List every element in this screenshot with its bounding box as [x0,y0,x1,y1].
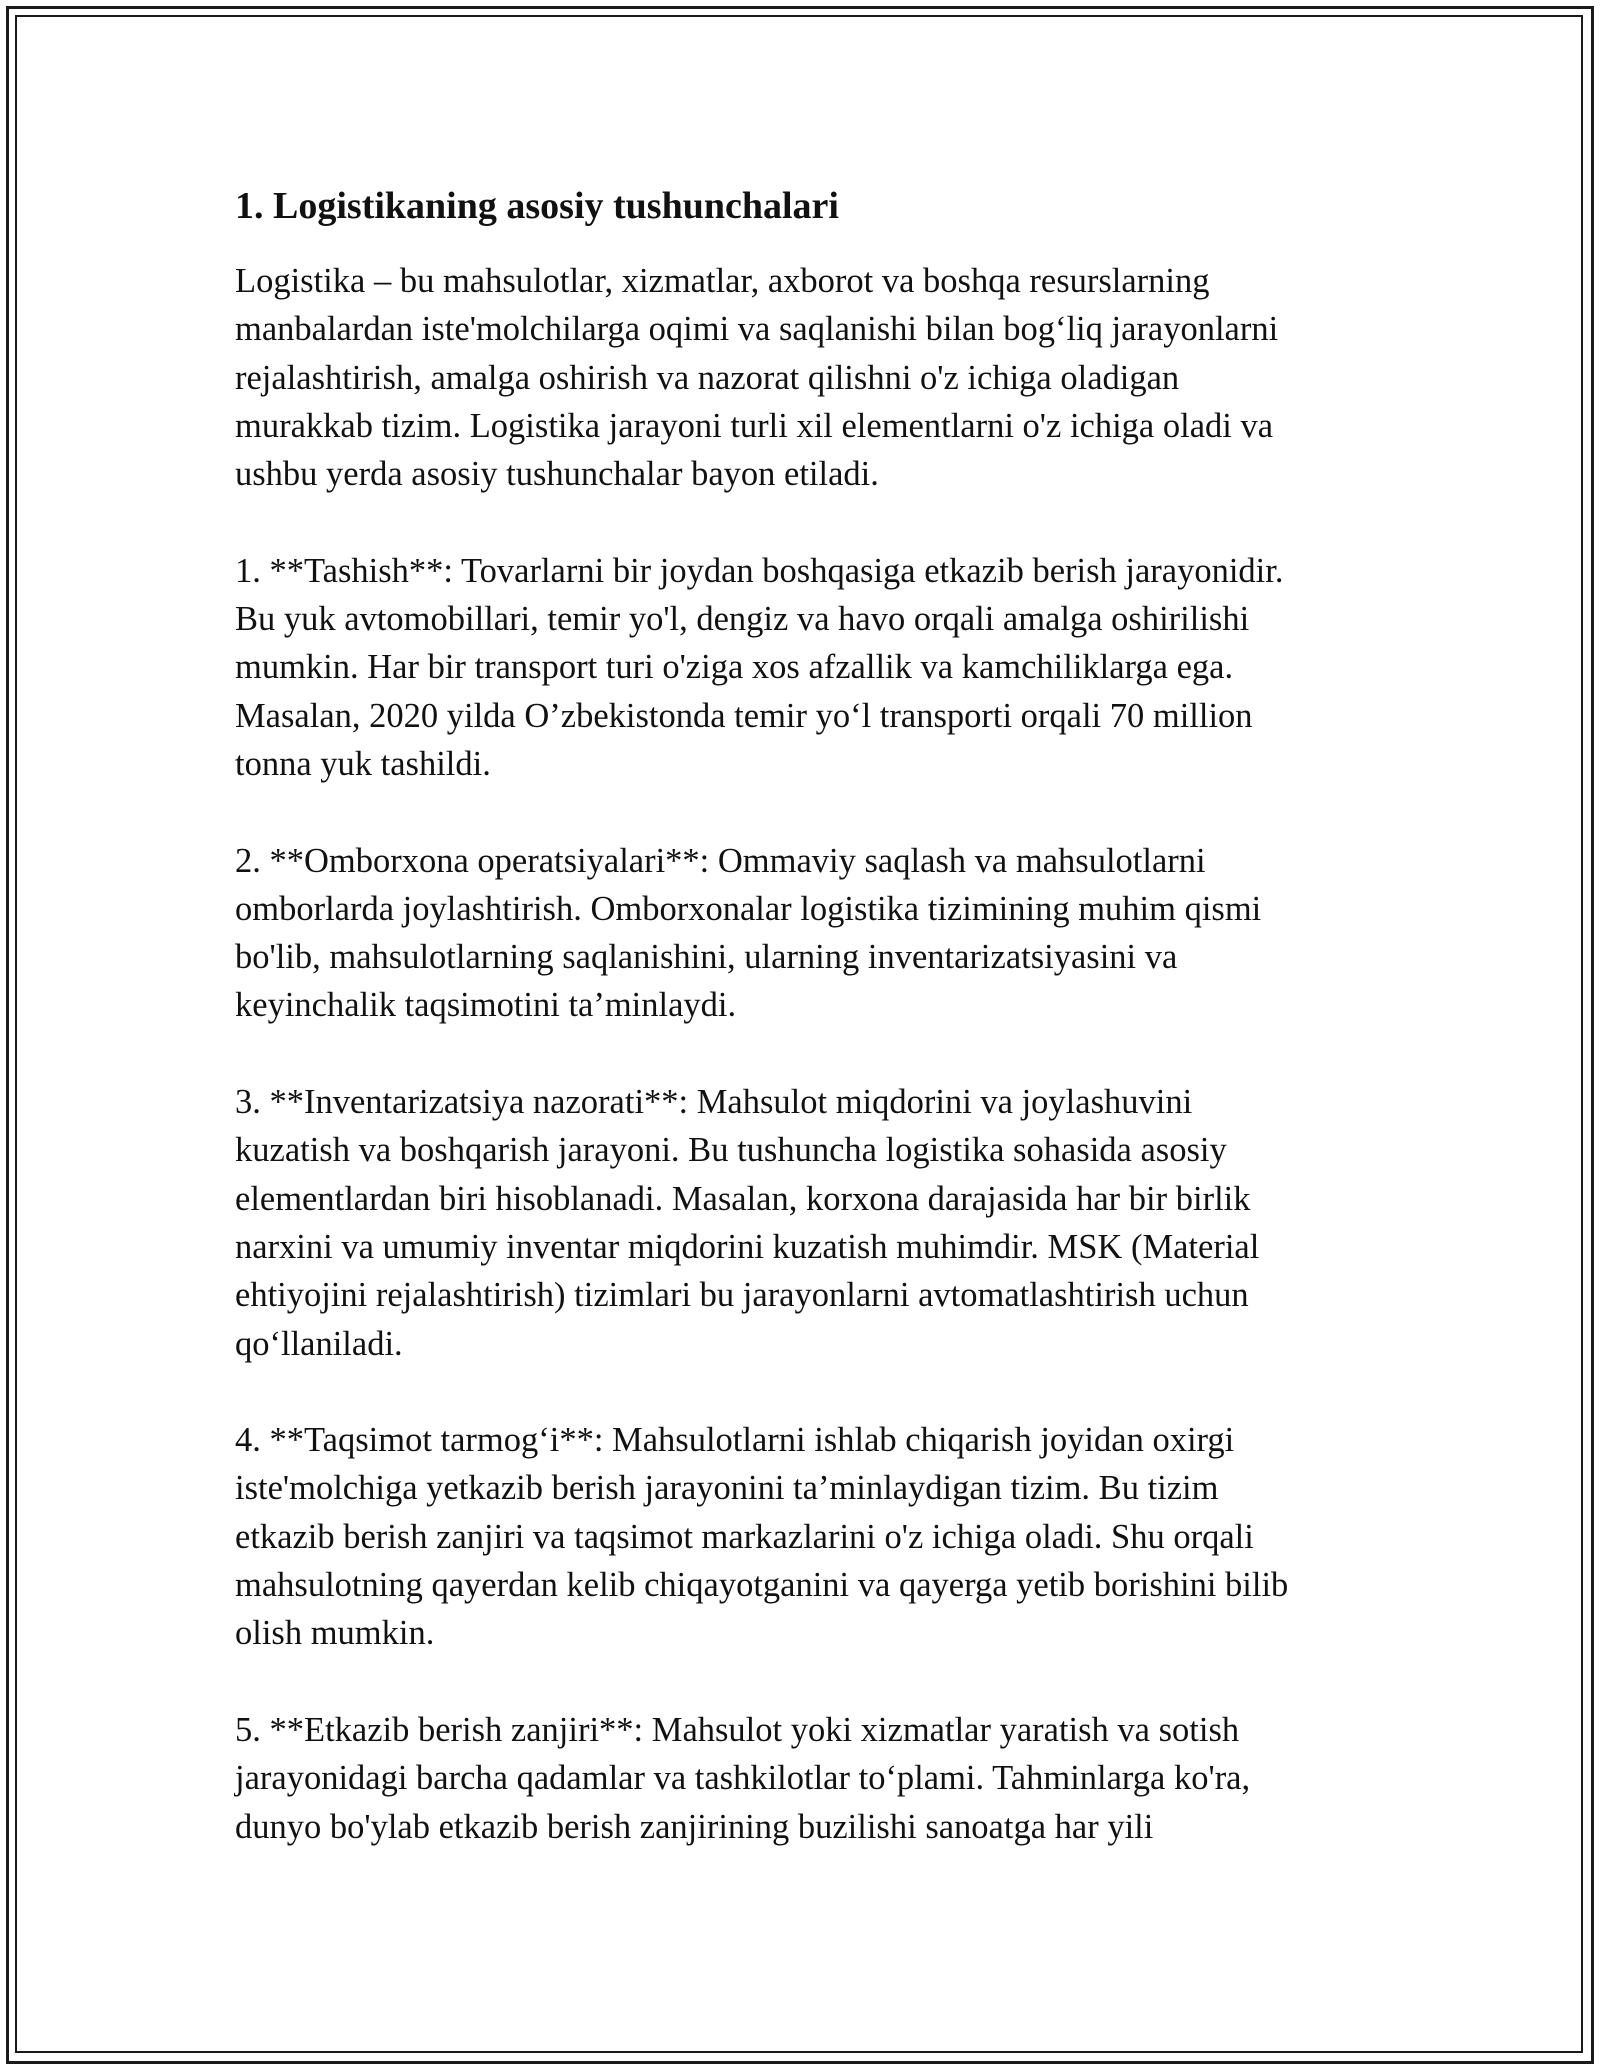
text-line: dunyo bo'ylab etkazib berish zanjirining buzilishi sanoatga har yili [235,1807,1154,1846]
text-line: 4. **Taqsimot tarmog‘i**: Mahsulotlarni ishlab chiqarish joyidan oxirgi [235,1421,1235,1460]
text-line: kuzatish va boshqarish jarayoni. Bu tushuncha logistika sohasida asosiy [235,1131,1227,1170]
text-line: etkazib berish zanjiri va taqsimot markazlarini o'z ichiga oladi. Shu orqali [235,1517,1254,1556]
text-line: mumkin. Har bir transport turi o'ziga xos afzallik va kamchiliklarga ega. [235,648,1234,687]
text-line: elementlardan biri hisoblanadi. Masalan, korxona darajasida har bir birlik [235,1179,1251,1218]
text-line: tonna yuk tashildi. [235,744,491,783]
document-body [235,183,1375,1899]
text-line: jarayonidagi barcha qadamlar va tashkilotlar to‘plami. Tahminlarga ko'ra, [235,1759,1251,1798]
text-line: qo‘llaniladi. [235,1324,403,1363]
item-paragraph-omborxona [235,837,1375,1030]
text-line: manbalardan iste'molchilarga oqimi va saqlanishi bilan bog‘liq jarayonlarni [235,310,1279,349]
item-paragraph-taqsimot [235,1416,1375,1657]
text-line: narxini va umumiy inventar miqdorini kuzatish muhimdir. MSK (Material [235,1227,1260,1266]
text-line: Masalan, 2020 yilda O’zbekistonda temir yo‘l transporti orqali 70 million [235,696,1253,735]
text-line: olish mumkin. [235,1614,435,1653]
item-paragraph-inventarizatsiya [235,1078,1375,1368]
text-line: Logistika – bu mahsulotlar, xizmatlar, axborot va boshqa resurslarning [235,262,1210,300]
text-line: 3. **Inventarizatsiya nazorati**: Mahsulot miqdorini va joylashuvini [235,1083,1193,1122]
text-line: ehtiyojini rejalashtirish) tizimlari bu jarayonlarni avtomatlashtirish uchun [235,1276,1249,1315]
text-line: mahsulotning qayerdan kelib chiqayotganini va qayerga yetib borishini bilib [235,1566,1289,1605]
item-paragraph-tashish [235,547,1375,788]
section-heading: 1. Logistikaning asosiy tushunchalari [235,185,839,227]
text-line: rejalashtirish, amalga oshirish va nazorat qilishni o'z ichiga oladigan [235,358,1180,397]
text-line: murakkab tizim. Logistika jarayoni turli xil elementlarni o'z ichiga oladi va [235,406,1274,445]
item-paragraph-etkazib [235,1706,1375,1851]
text-line: 5. **Etkazib berish zanjiri**: Mahsulot yoki xizmatlar yaratish va sotish [235,1710,1240,1749]
text-line: Bu yuk avtomobillari, temir yo'l, dengiz va havo orqali amalga oshirilishi [235,600,1250,639]
text-line: ushbu yerda asosiy tushunchalar bayon etiladi. [235,455,879,494]
intro-paragraph [235,257,1375,498]
text-line: keyinchalik taqsimotini ta’minlaydi. [235,986,737,1025]
text-line: bo'lib, mahsulotlarning saqlanishini, ularning inventarizatsiyasini va [235,938,1178,977]
text-line: 2. **Omborxona operatsiyalari**: Ommaviy saqlash va mahsulotlarni [235,841,1206,880]
text-line: iste'molchiga yetkazib berish jarayonini ta’minlaydigan tizim. Bu tizim [235,1469,1219,1508]
text-line: 1. **Tashish**: Tovarlarni bir joydan boshqasiga etkazib berish jarayonidir. [235,551,1284,590]
text-line: omborlarda joylashtirish. Omborxonalar logistika tizimining muhim qismi [235,889,1262,928]
